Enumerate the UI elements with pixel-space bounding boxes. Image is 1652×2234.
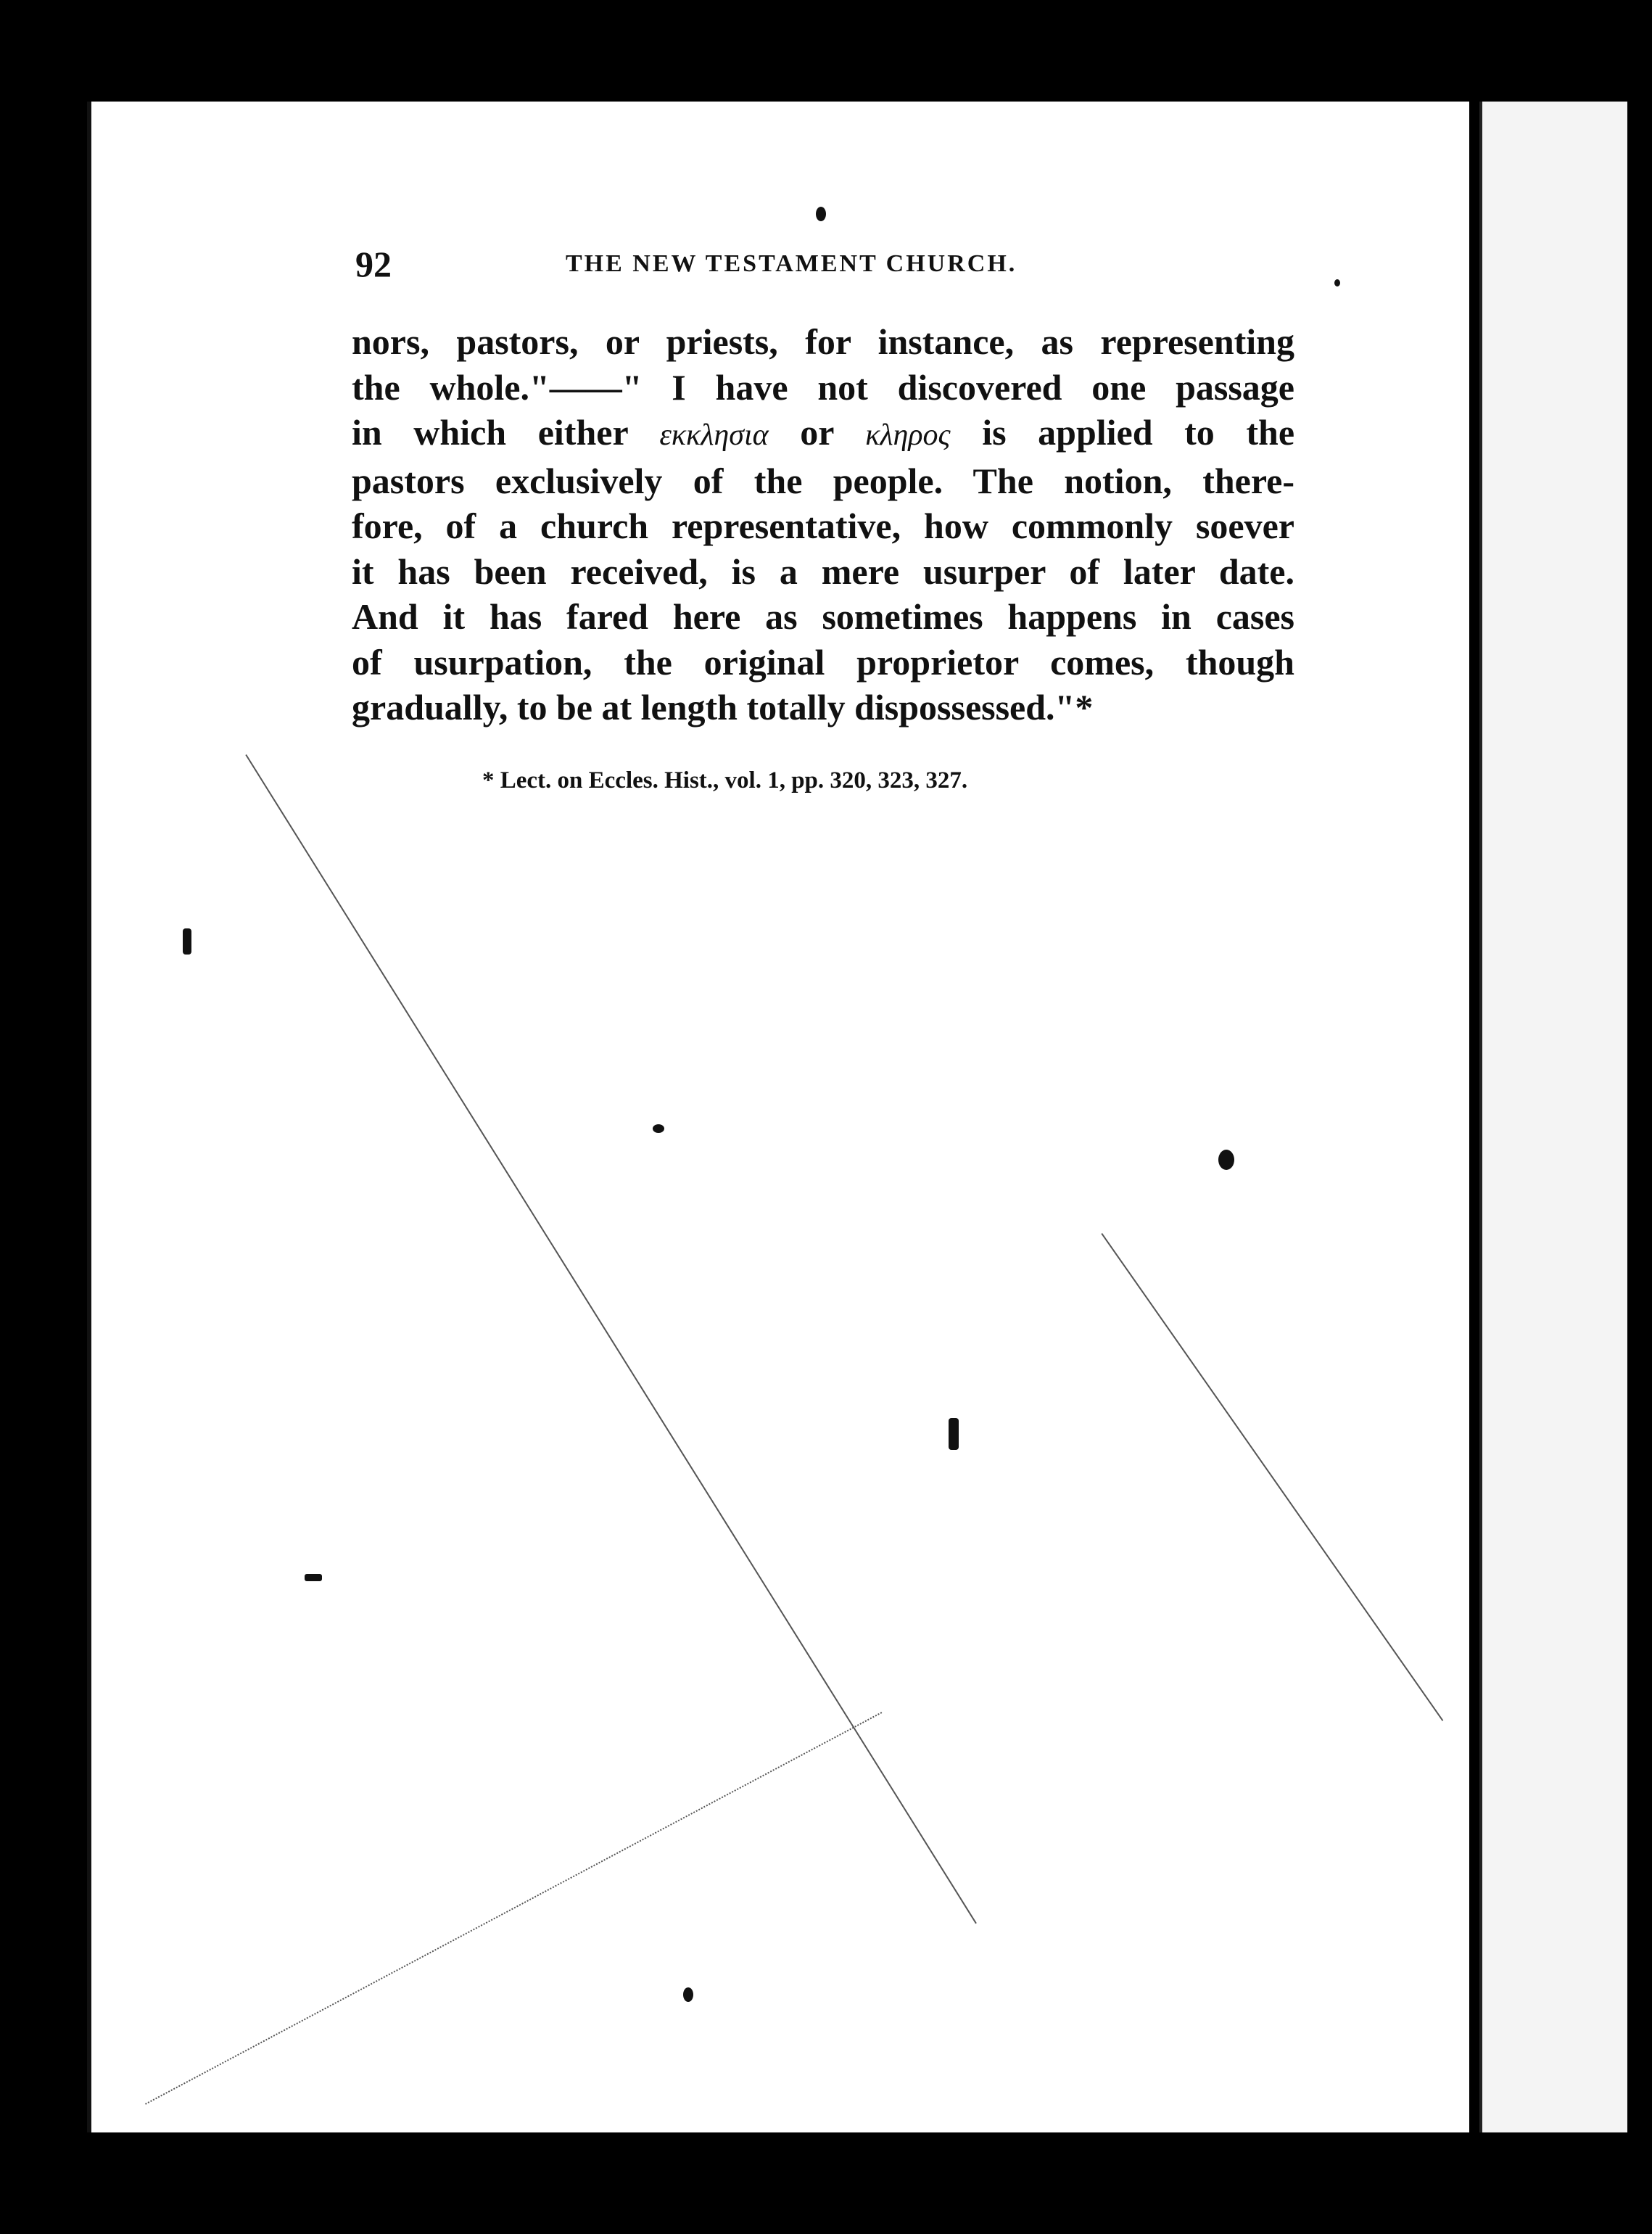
- greek-word: εκκλησια: [659, 419, 769, 452]
- text-line: And it has fared here as sometimes happens in cases: [352, 596, 1294, 637]
- ink-speck: [683, 1987, 693, 2002]
- text-line: nors, pastors, or priests, for instance, as representing: [352, 321, 1294, 362]
- greek-word: κληρος: [865, 419, 951, 452]
- text-line: it has been received, is a mere usurper of later date.: [352, 551, 1294, 592]
- page-number: 92: [355, 244, 392, 284]
- text-line: of usurpation, the original proprietor comes, though: [352, 641, 1294, 683]
- text-line: the whole."——" I have not discovered one passage: [352, 366, 1294, 408]
- text-fragment: in which either: [352, 412, 628, 453]
- ink-speck: [1334, 279, 1340, 287]
- text-fragment: or: [800, 412, 834, 453]
- text-line: fore, of a church representative, how commonly soever: [352, 506, 1294, 546]
- running-head: [355, 243, 1371, 287]
- facing-page-edge: [1479, 102, 1627, 2132]
- scan-top-border: [0, 0, 1652, 102]
- text-line: pastors exclusively of the people. The notion, there-: [352, 460, 1294, 501]
- ink-speck: [949, 1418, 959, 1450]
- text-line: gradually, to be at length totally dispossessed."*: [352, 687, 1094, 728]
- ink-speck: [305, 1574, 322, 1581]
- ink-speck: [1218, 1150, 1234, 1170]
- text-line-with-greek: [352, 410, 1294, 458]
- text-fragment: is applied to the: [982, 412, 1295, 453]
- body-text: [352, 319, 1294, 730]
- ink-speck: [816, 207, 826, 221]
- running-title: THE NEW TESTAMENT CHURCH.: [566, 250, 1017, 277]
- ink-speck: [653, 1124, 664, 1133]
- scan-bottom-border: [0, 2132, 1652, 2234]
- footnote: * Lect. on Eccles. Hist., vol. 1, pp. 320, 323, 327.: [482, 767, 968, 794]
- ink-speck: [183, 928, 191, 955]
